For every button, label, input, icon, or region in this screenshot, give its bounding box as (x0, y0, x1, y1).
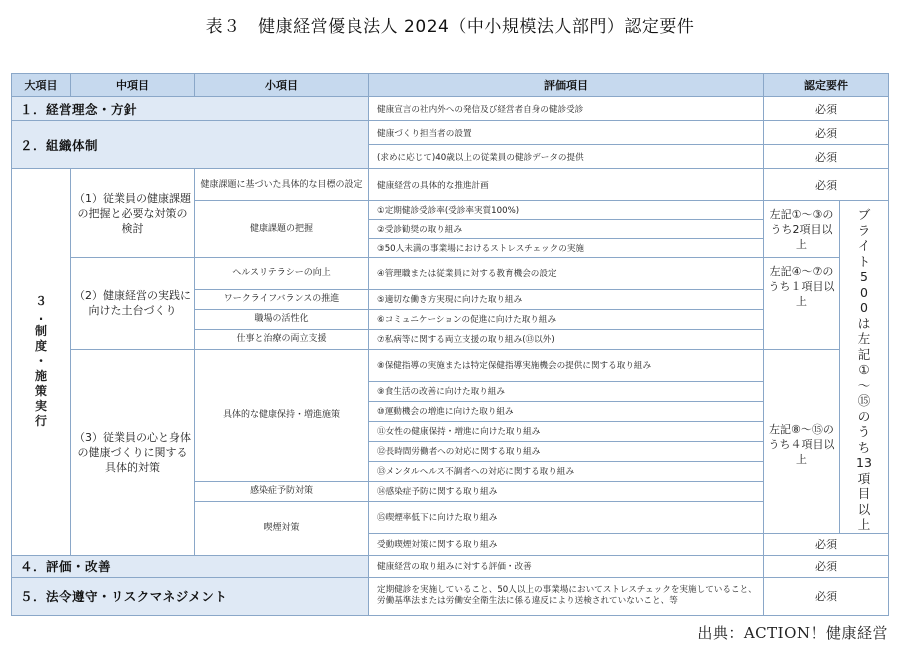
table-row (12, 555, 889, 577)
header-middle: 中項目 (71, 74, 195, 97)
evaluation-item: ⑨食生活の改善に向けた取り組み (369, 381, 764, 401)
header-major: 大項目 (12, 74, 71, 97)
header-evaluation: 評価項目 (369, 74, 764, 97)
evaluation-item: ⑪女性の健康保持・増進に向けた取り組み (369, 421, 764, 441)
bright-char: ブ (857, 207, 871, 222)
bright-char: 〜 (857, 377, 871, 393)
bright-char: う (857, 424, 871, 439)
header-minor: 小項目 (195, 74, 369, 97)
required-badge: 必須 (764, 533, 889, 555)
bright-char: の (857, 408, 871, 424)
evaluation-item: ⑤適切な働き方実現に向けた取り組み (369, 289, 764, 309)
evaluation-item: ⑬メンタルヘルス不調者への対応に関する取り組み (369, 461, 764, 481)
bright-char: 0 (860, 300, 868, 315)
evaluation-item: ⑥コミュニケーションの促進に向けた取り組み (369, 309, 764, 329)
bright-char: 目 (857, 486, 871, 501)
bright-500-requirement (840, 201, 889, 534)
header-row (12, 74, 889, 97)
evaluation-item: ⑮喫煙率低下に向けた取り組み (369, 501, 764, 533)
bright-char: 上 (857, 517, 871, 532)
bright-char: ト (857, 253, 871, 269)
section-3-char: 策 (34, 384, 47, 399)
evaluation-item: ⑩運動機会の増進に向けた取り組み (369, 401, 764, 421)
table-row (12, 97, 889, 121)
evaluation-item: (求めに応じて)40歳以上の従業員の健診データの提供 (369, 145, 764, 169)
page-title: 表３ 健康経営優良法人 2024（中小規模法人部門）認定要件 (205, 17, 695, 37)
bright-char: ち (857, 439, 871, 455)
evaluation-item: ③50人未満の事業場におけるストレスチェックの実施 (369, 239, 764, 258)
section-3-char: 制 (34, 324, 47, 339)
section-2-label: ２．組織体制 (12, 121, 369, 169)
minor-item: ヘルスリテラシーの向上 (195, 258, 369, 290)
table-row (12, 258, 889, 290)
minor-item: 喫煙対策 (195, 501, 369, 555)
section-3-char: ・ (34, 354, 47, 369)
source-credit: 出典：ACTION！健康経営 (697, 624, 888, 642)
required-badge: 必須 (764, 169, 889, 201)
bright-char: 5 (860, 269, 868, 284)
evaluation-item: 健康宣言の社内外への発信及び経営者自身の健診受診 (369, 97, 764, 121)
minor-item: 健康課題の把握 (195, 201, 369, 258)
bright-char: ラ (857, 222, 871, 238)
required-badge: 必須 (764, 121, 889, 145)
section-3-char: . (38, 309, 44, 324)
bright-char: ⑮ (857, 393, 871, 408)
minor-item: 仕事と治療の両立支援 (195, 329, 369, 349)
table-row (12, 169, 889, 201)
section-3-char: 実 (34, 399, 47, 414)
minor-item: 感染症予防対策 (195, 481, 369, 501)
header-requirement: 認定要件 (764, 74, 889, 97)
middle-item-1: （1）従業員の健康課題の把握と必要な対策の検討 (71, 169, 195, 258)
section-3-char: 施 (34, 369, 47, 384)
evaluation-item: ①定期健診受診率(受診率実質100%) (369, 201, 764, 220)
bright-char: 以 (857, 501, 871, 517)
evaluation-item: 健康経営の具体的な推進計画 (369, 169, 764, 201)
table-row (12, 577, 889, 615)
middle-item-2: （2）健康経営の実践に向けた土台づくり (71, 258, 195, 350)
section-3-char: ３ (34, 294, 47, 309)
evaluation-item: ④管理職または従業員に対する教育機会の設定 (369, 258, 764, 290)
bright-char: 13 (856, 455, 872, 470)
required-badge: 必須 (764, 577, 889, 615)
bright-char: 左 (857, 331, 871, 346)
evaluation-item: ⑧保健指導の実施または特定保健指導実施機会の提供に関する取り組み (369, 349, 764, 381)
bright-char: 記 (857, 346, 871, 362)
evaluation-item: ⑫長時間労働者への対応に関する取り組み (369, 441, 764, 461)
evaluation-item: 健康経営の取り組みに対する評価・改善 (369, 555, 764, 577)
minor-item: 具体的な健康保持・増進施策 (195, 349, 369, 481)
required-badge: 必須 (764, 555, 889, 577)
minor-item: ワークライフバランスの推進 (195, 289, 369, 309)
bright-char: は (857, 315, 871, 331)
evaluation-item: 定期健診を実施していること、50人以上の事業場においてストレスチェックを実施していること、労働基準法または労働安全衛生法に係る違反により送検されていないこと、等 (369, 577, 764, 615)
group-requirement-3: 左記⑧〜⑮のうち４項目以上 (764, 349, 840, 533)
bright-char: イ (857, 238, 871, 253)
evaluation-item: 健康づくり担当者の設置 (369, 121, 764, 145)
group-requirement-2: 左記④〜⑦のうち１項目以上 (764, 258, 840, 350)
middle-item-3: （3）従業員の心と身体の健康づくりに関する具体的対策 (71, 349, 195, 555)
bright-char: 項 (857, 470, 871, 486)
table-row (12, 121, 889, 145)
bright-char: ① (858, 362, 870, 377)
bright-char: 0 (860, 284, 868, 300)
required-badge: 必須 (764, 145, 889, 169)
evaluation-item: ⑭感染症予防に関する取り組み (369, 481, 764, 501)
evaluation-item: 受動喫煙対策に関する取り組み (369, 533, 764, 555)
section-3-char: 行 (34, 414, 47, 429)
evaluation-item: ②受診勧奨の取り組み (369, 220, 764, 239)
section-5-label: ５．法令遵守・リスクマネジメント (12, 577, 369, 615)
minor-item: 職場の活性化 (195, 309, 369, 329)
requirements-table (11, 73, 889, 616)
minor-item: 健康課題に基づいた具体的な目標の設定 (195, 169, 369, 201)
required-badge: 必須 (764, 97, 889, 121)
section-4-label: ４．評価・改善 (12, 555, 369, 577)
section-1-label: １．経営理念・方針 (12, 97, 369, 121)
evaluation-item: ⑦私病等に関する両立支援の取り組み(⑬以外) (369, 329, 764, 349)
group-requirement-1: 左記①〜③のうち2項目以上 (764, 201, 840, 258)
table-row (12, 349, 889, 381)
section-3-char: 度 (34, 339, 47, 354)
section-3-label (12, 169, 71, 556)
